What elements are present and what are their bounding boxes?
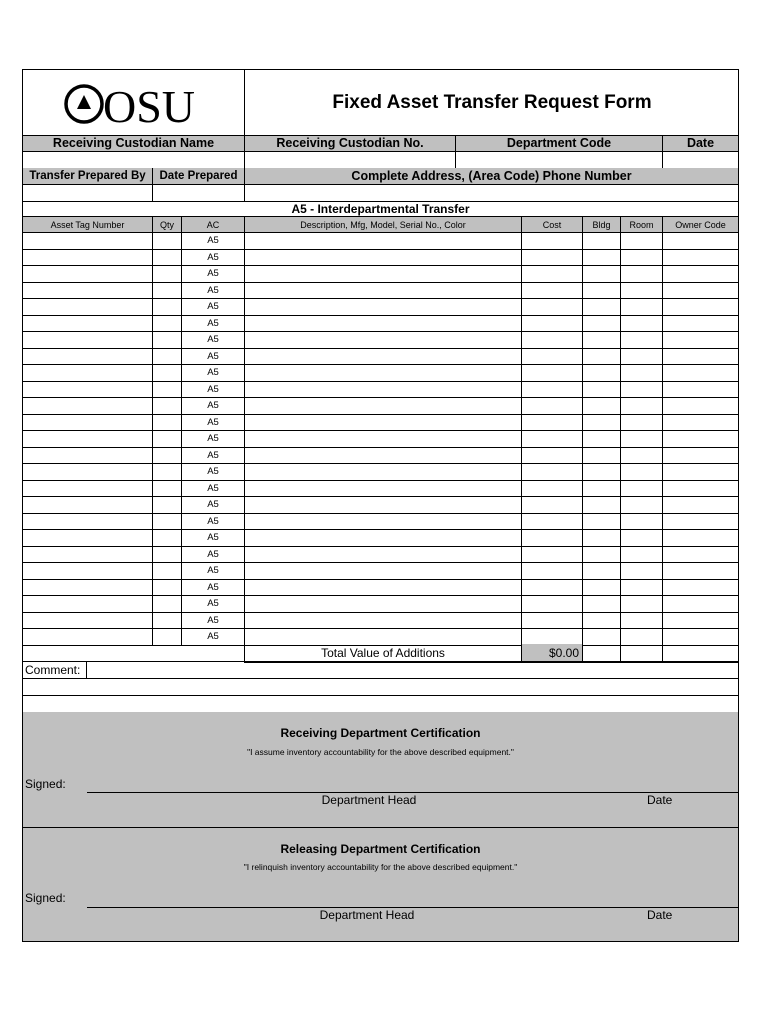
ac-cell: A5: [207, 383, 219, 395]
department-code-label: Department Code: [506, 136, 612, 150]
ac-cell: A5: [207, 400, 219, 411]
table-row[interactable]: [23, 513, 181, 530]
receiving-date-label: Date: [647, 793, 673, 807]
table-row[interactable]: [23, 546, 181, 563]
col-description: Description, Mfg, Model, Serial No., Color: [300, 219, 466, 230]
table-row[interactable]: [23, 315, 181, 332]
receiving-custodian-no-label: Receiving Custodian No.: [276, 136, 424, 150]
ac-cell: A5: [207, 482, 219, 494]
table-row[interactable]: [23, 265, 181, 282]
receiving-custodian-name-label: Receiving Custodian Name: [52, 136, 215, 150]
table-row[interactable]: [23, 364, 181, 381]
ac-cell: A5: [207, 581, 219, 593]
releasing-cert-title: Releasing Department Certification: [280, 842, 481, 856]
asset-transfer-form: [22, 69, 739, 942]
ac-cell: A5: [207, 515, 219, 527]
table-row[interactable]: [23, 249, 181, 266]
address-phone-label: Complete Address, (Area Code) Phone Number: [351, 169, 632, 183]
total-value: $0.00: [522, 644, 582, 661]
table-row[interactable]: [23, 480, 181, 497]
comment-label: Comment:: [25, 663, 81, 677]
department-code-field[interactable]: [456, 152, 662, 167]
ac-cell: A5: [207, 466, 219, 477]
ac-cell: A5: [207, 631, 219, 642]
logo-text: OSU: [103, 81, 196, 132]
releasing-cert-statement: "I relinquish inventory accountability for the above described equipment.": [243, 862, 518, 872]
date-field[interactable]: [663, 152, 738, 167]
ac-cell: A5: [207, 235, 219, 246]
col-qty: Qty: [159, 219, 174, 230]
ac-cell: A5: [207, 284, 219, 296]
receiving-custodian-name-field[interactable]: [23, 152, 244, 167]
total-value-label: Total Value of Additions: [321, 645, 445, 660]
osu-logo: [63, 78, 196, 132]
ac-cell: A5: [207, 317, 219, 329]
releasing-dept-head-label: Department Head: [319, 908, 415, 922]
ac-cell: A5: [207, 268, 219, 279]
table-row[interactable]: [23, 496, 181, 513]
ac-cell: A5: [207, 350, 219, 362]
ac-cell: A5: [207, 416, 219, 428]
ac-cell: A5: [207, 301, 219, 312]
ac-cell: A5: [207, 565, 219, 576]
releasing-cert-panel: [23, 828, 738, 941]
col-bldg: Bldg: [592, 219, 611, 230]
table-row[interactable]: [23, 595, 181, 612]
comment-field[interactable]: [87, 662, 738, 678]
ac-cell: A5: [207, 367, 219, 378]
form-title: Fixed Asset Transfer Request Form: [332, 91, 652, 113]
table-row[interactable]: [23, 430, 181, 447]
address-phone-field[interactable]: [245, 185, 738, 200]
col-cost: Cost: [542, 219, 562, 230]
releasing-signed-label: Signed:: [25, 891, 66, 905]
table-row[interactable]: [23, 397, 181, 414]
ac-cell: A5: [207, 548, 219, 560]
transfer-prepared-by-field[interactable]: [23, 185, 152, 200]
col-room: Room: [629, 219, 654, 230]
table-row[interactable]: [23, 529, 181, 546]
table-row[interactable]: [23, 579, 181, 596]
transfer-prepared-by-label: Transfer Prepared By: [29, 170, 146, 182]
date-label: Date: [686, 136, 715, 150]
col-asset-tag: Asset Tag Number: [50, 219, 125, 230]
table-row[interactable]: [23, 348, 181, 365]
ac-cell: A5: [207, 532, 219, 543]
table-row[interactable]: [23, 331, 181, 348]
table-row[interactable]: [23, 414, 181, 431]
releasing-date-label: Date: [647, 908, 673, 922]
receiving-dept-head-label: Department Head: [321, 793, 417, 807]
table-row[interactable]: [23, 562, 181, 579]
ac-cell: A5: [207, 334, 219, 345]
table-row[interactable]: [23, 447, 181, 464]
ac-cell: A5: [207, 499, 219, 510]
table-row[interactable]: [23, 298, 181, 315]
date-prepared-field[interactable]: [153, 185, 244, 200]
ac-cell: A5: [207, 433, 219, 444]
table-row[interactable]: [23, 463, 181, 480]
table-row[interactable]: [23, 381, 181, 398]
table-row[interactable]: [23, 612, 181, 629]
col-ac: AC: [206, 219, 220, 230]
receiving-cert-title: Receiving Department Certification: [280, 726, 481, 740]
table-row[interactable]: [23, 232, 181, 249]
col-owner-code: Owner Code: [675, 219, 726, 230]
date-prepared-label: Date Prepared: [159, 170, 238, 182]
receiving-custodian-no-field[interactable]: [245, 152, 455, 167]
receiving-signed-label: Signed:: [25, 777, 66, 791]
receiving-cert-statement: "I assume inventory accountability for the above described equipment.": [247, 747, 514, 757]
ac-cell: A5: [207, 614, 219, 626]
section-title: A5 - Interdepartmental Transfer: [291, 201, 470, 216]
table-row[interactable]: [23, 628, 181, 645]
ac-cell: A5: [207, 251, 219, 263]
ac-cell: A5: [207, 449, 219, 461]
ac-cell: A5: [207, 598, 219, 609]
receiving-cert-panel: [23, 712, 738, 827]
table-row[interactable]: [23, 282, 181, 299]
